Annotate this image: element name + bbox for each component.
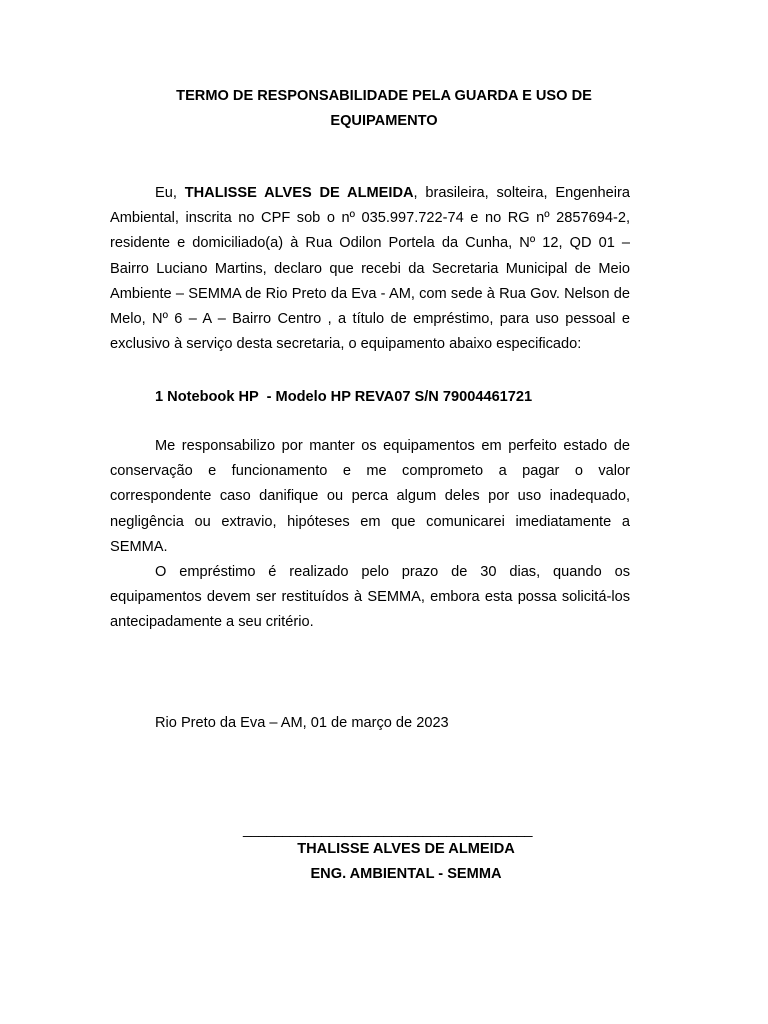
title-line-2: EQUIPAMENTO — [330, 113, 438, 129]
declaration-paragraph — [110, 181, 630, 357]
document-title — [110, 84, 658, 134]
declarant-name: THALISSE ALVES DE ALMEIDA — [184, 185, 414, 201]
loan-term-paragraph: O empréstimo é realizado pelo prazo de 30 dias, quando os equipamentos devem ser restituídos à SEMMA, embora esta possa solicitá-los antecipadamente a seu critério. — [110, 564, 630, 631]
date-line: Rio Preto da Eva – AM, 01 de março de 2023 — [155, 715, 449, 731]
responsibility-paragraph: Me responsabilizo por manter os equipamentos em perfeito estado de conservação e funcionamento e me comprometo a pagar o valor correspondente caso danifique ou perca algum deles por uso inadequado, negligência ou extravio, hipóteses em que comunicarei imediatamente a SEMMA. — [110, 438, 630, 555]
title-line-1: TERMO DE RESPONSABILIDADE PELA GUARDA E USO DE — [176, 88, 592, 104]
declaration-body: , brasileira, solteira, Engenheira Ambiental, inscrita no CPF sob o nº 035.997.722-74 e no RG nº 2857694-2, residente e domiciliado(a) à Rua Odilon Portela da Cunha, Nº 12, QD 01 – Bairro Luciano Martins, declaro que recebi da Secretaria Municipal de Meio Ambiente – SEMMA de Rio Preto da Eva - AM, com sede à Rua Gov. Nelson de Melo, Nº 6 – A – Bairro Centro , a título de empréstimo, para uso pessoal e exclusivo à serviço desta secretaria, o equipamento abaixo especificado: — [110, 185, 630, 353]
signature-line: _____________________________________ — [243, 822, 533, 838]
declaration-intro: Eu, — [155, 185, 185, 201]
signer-name: THALISSE ALVES DE ALMEIDA — [297, 841, 515, 857]
signer-role: ENG. AMBIENTAL - SEMMA — [310, 866, 502, 882]
equipment-item: 1 Notebook HP - Modelo HP REVA07 S/N 79004461721 — [155, 389, 533, 405]
